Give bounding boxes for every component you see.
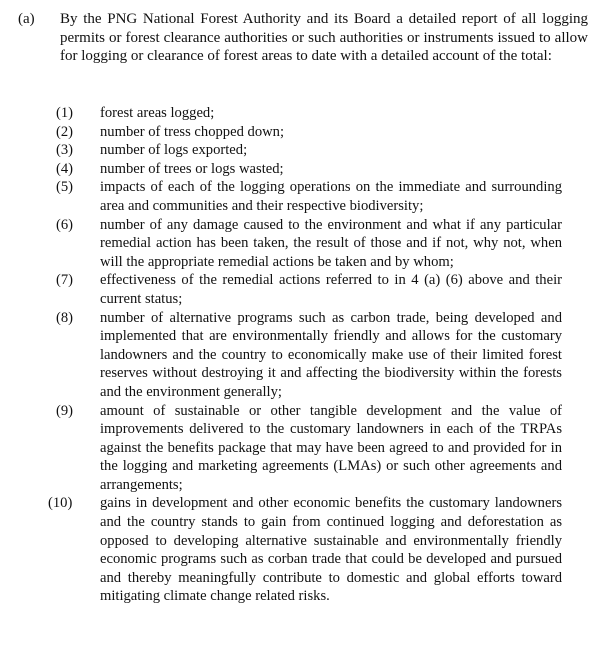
list-item-text: number of tress chopped down;	[100, 123, 285, 140]
list-item-number: (4)	[56, 160, 74, 177]
list-item-text: impacts of each of the logging operations on the immediate and surrounding area and communities and their respective biodiversity;	[100, 179, 562, 214]
list-item-text: amount of sustainable or other tangible development and the value of improvements delivered to the customary landowners in each of the TRPAs against the benefits package that may have been agreed to and provided for in the logging and marketing agreements (LMAs) or such other agreements and arrangements;	[100, 402, 562, 493]
list-item-number: (7)	[56, 272, 74, 289]
list-item-number: (2)	[56, 123, 74, 140]
list-item	[56, 141, 562, 160]
list-item-number: (8)	[56, 309, 74, 326]
list-item-text: forest areas logged;	[100, 105, 215, 121]
list-item-text: number of logs exported;	[100, 142, 248, 159]
list-item-text: number of trees or logs wasted;	[100, 160, 284, 177]
paragraph-label: (a)	[18, 11, 35, 27]
list-item-text: number of alternative programs such as carbon trade, being developed and implemented that are environmentally friendly and allows for the customary landowners and the country to economically make use of their limited forest reserves without destroying it and affecting the biodiversity within the forests and the environment generally;	[100, 309, 562, 400]
list-item-text: effectiveness of the remedial actions referred to in 4 (a) (6) above and their current status;	[100, 272, 562, 307]
list-item-number: (5)	[56, 179, 74, 196]
list-item	[56, 104, 562, 123]
numbered-list	[48, 104, 562, 606]
list-item-number: (6)	[56, 216, 74, 233]
list-item	[56, 402, 562, 495]
list-item	[48, 494, 562, 606]
paragraph-text: By the PNG National Forest Authority and its Board a detailed report of all logging permits or forest clearance authorities or such authorities or instruments issued to allow for logging or clearance of forest areas to date with a detailed account of the total:	[60, 11, 588, 64]
list-item	[56, 160, 562, 179]
list-item-text: gains in development and other economic benefits the customary landowners and the country stands to gain from continued logging and deforestation as opposed to developing alternative sustainable and environmentally friendly economic programs such as corban trade that could be developed and pursued and thereby meaningfully contribute to domestic and global efforts toward mitigating climate change related risks.	[100, 495, 562, 605]
list-item	[56, 216, 562, 272]
list-item-number: (9)	[56, 402, 74, 419]
list-item-text: number of any damage caused to the environment and what if any particular remedial action has been taken, the result of those and if not, why not, when will the appropriate remedial actions be taken and by whom;	[100, 216, 562, 270]
list-item	[56, 178, 562, 215]
list-item	[56, 123, 562, 142]
list-item	[56, 309, 562, 402]
list-item	[56, 271, 562, 308]
list-item-number: (1)	[56, 105, 74, 121]
list-item-number: (10)	[48, 495, 73, 512]
list-item-number: (3)	[56, 142, 74, 159]
